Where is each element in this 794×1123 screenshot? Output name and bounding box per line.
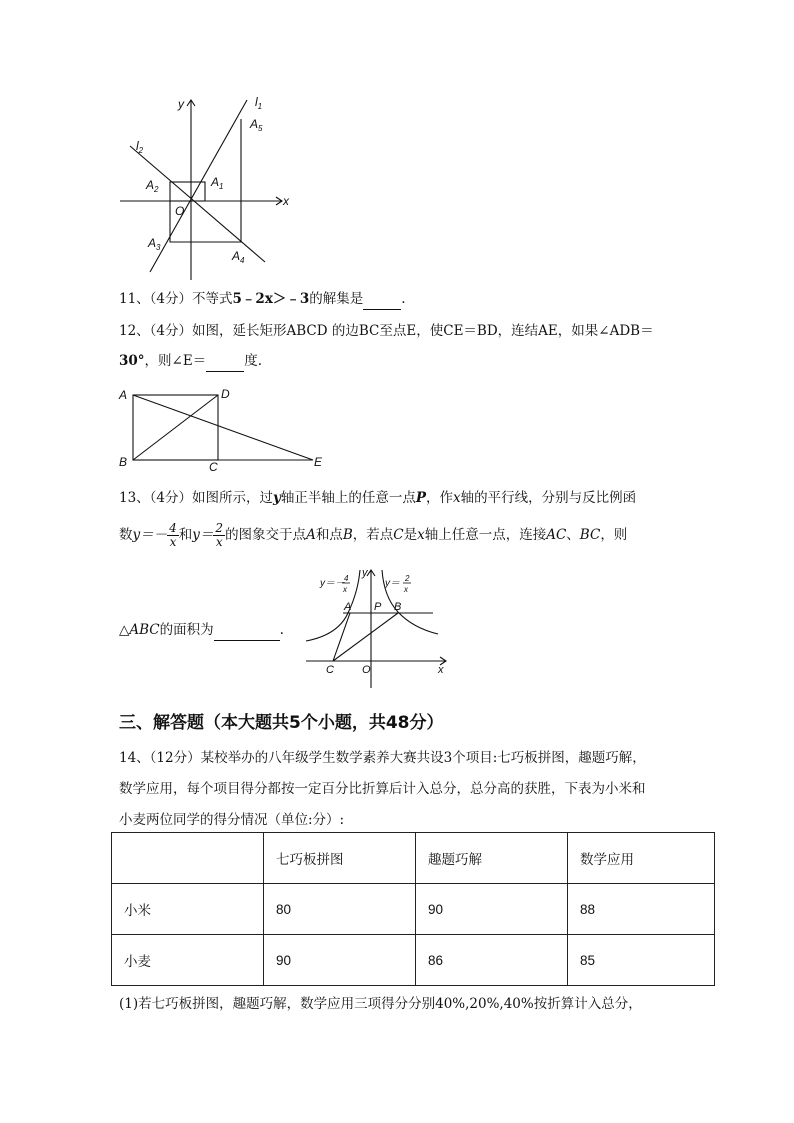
fig-func-right: y＝: [385, 578, 400, 589]
y-axis-label: y: [178, 97, 184, 111]
table-cell: 80: [264, 884, 416, 935]
question-12-line1: 12、（4分）如图，延长矩形ABCD 的边BC至点E，使CE＝BD，连结AE，如果∠ADB＝: [119, 323, 654, 339]
svg-text:x: x: [343, 585, 347, 594]
svg-text:2: 2: [405, 574, 410, 583]
label-c: C: [209, 460, 218, 474]
table-cell: 86: [416, 935, 568, 986]
question-12-line2: 30°，则∠E＝ 度.: [119, 351, 262, 372]
table-cell: 小麦: [112, 935, 264, 986]
label-a: A: [119, 388, 128, 402]
question-14-line2: 数学应用，每个项目得分都按一定百分比折算后计入总分，总分高的获胜，下表为小米和: [119, 781, 646, 797]
label-d: D: [221, 387, 230, 401]
segment-bc: [333, 613, 398, 661]
x-axis-label: x: [283, 194, 289, 208]
fraction-neg4-over-x: $\frac{4}{x}$: [169, 521, 177, 549]
question-13-line1: 13、（4分）如图所示，过y轴正半轴上的任意一点P，作x轴的平行线，分别与反比例函: [119, 490, 637, 506]
fig-label-o: O: [362, 664, 371, 676]
fig-func-left: y＝－: [320, 578, 345, 589]
question-14-line3: 小麦两位同学的得分情况（单位:分）:: [119, 812, 345, 828]
l2-label: $l_2$: [136, 139, 144, 155]
a2-label: $A_2$: [146, 178, 159, 194]
figure-axes-lines: [110, 90, 300, 285]
section-3-heading: 三、解答题（本大题共5个小题，共48分）: [119, 713, 444, 733]
segment-ac: [333, 613, 350, 661]
question-11: 11、（4分）不等式5﹣2x＞﹣3的解集是 .: [119, 289, 406, 310]
table-header-cell: 趣题巧解: [416, 833, 568, 884]
figure-rectangle-abcd: [115, 382, 330, 474]
fraction-2-over-x: $\frac{2}{x}$: [215, 521, 224, 549]
table-cell: 90: [416, 884, 568, 935]
fig-label-b: B: [394, 601, 402, 613]
fig-label-p: P: [374, 601, 382, 613]
label-e: E: [314, 455, 323, 469]
question-13-line2: 数y＝－ $\frac{4}{x}$ 和y＝ $\frac{2}{x}$ 的图象交于点A和点B，若点C是x轴上任意一点，连接AC、BC，则: [119, 521, 628, 549]
segment-ae: [133, 395, 313, 460]
table-header-row: [112, 833, 715, 884]
question-13-line3: △ABC的面积为 .: [119, 620, 284, 641]
origin-label: O: [175, 204, 185, 218]
label-b: B: [119, 455, 128, 469]
table-header-cell: 数学应用: [568, 833, 715, 884]
l1-label: $l_1$: [255, 95, 263, 111]
svg-text:4: 4: [344, 574, 349, 583]
fig-label-y: y: [362, 567, 368, 579]
fig-label-a: A: [344, 601, 352, 613]
a4-label: $A_4$: [232, 249, 245, 265]
figure-inverse-proportion: [298, 562, 458, 692]
rect-a3-a4-a5: [170, 119, 241, 242]
answer-blank-11[interactable]: [363, 289, 401, 310]
a3-label: $A_3$: [148, 236, 161, 252]
table-header-cell: 七巧板拼图: [264, 833, 416, 884]
a5-label: $A_5$: [250, 117, 263, 133]
diagonal-bd: [133, 395, 218, 460]
table-cell: 小米: [112, 884, 264, 935]
line-l1: [150, 100, 247, 272]
table-cell: 85: [568, 935, 715, 986]
table-header-cell: [112, 833, 264, 884]
score-table: [111, 832, 715, 986]
table-cell: 90: [264, 935, 416, 986]
table-row: [112, 935, 715, 986]
question-14-sub1: (1)若七巧板拼图，趣题巧解，数学应用三项得分分别40%,20%,40%按折算计入总分，: [119, 996, 642, 1012]
table-row: [112, 884, 715, 935]
question-14-line1: 14、（12分）某校举办的八年级学生数学素养大赛共设3个项目:七巧板拼图，趣题巧解，: [119, 750, 646, 766]
table-cell: 88: [568, 884, 715, 935]
a1-label: $A_1$: [211, 175, 224, 191]
svg-text:x: x: [404, 585, 408, 594]
answer-blank-12[interactable]: [206, 351, 244, 372]
fig-label-c: C: [326, 664, 334, 676]
answer-blank-13[interactable]: [214, 620, 280, 641]
fig-label-x: x: [438, 664, 444, 676]
